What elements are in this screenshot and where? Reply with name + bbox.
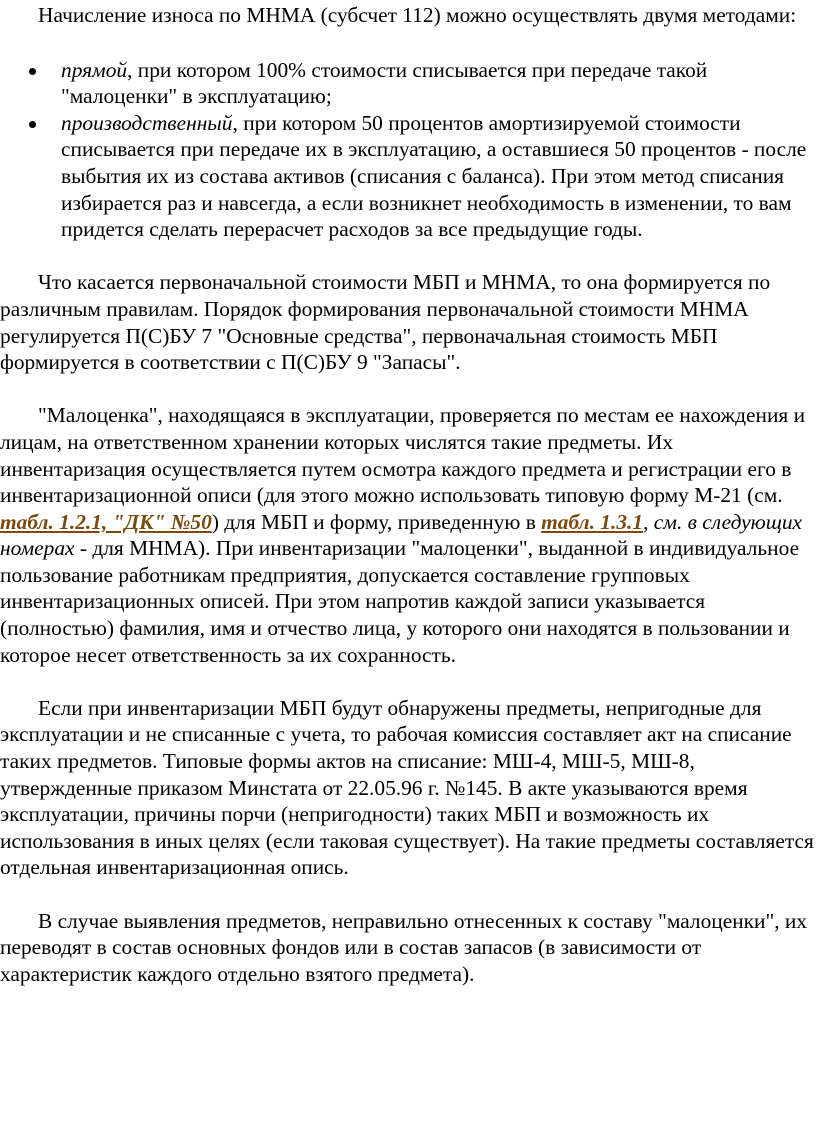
bullet-icon — [29, 68, 36, 75]
method-term: прямой — [61, 57, 128, 82]
inventory-text-2: ) для МБП и форму, приведенную в — [211, 509, 542, 534]
next-issues-note: см. в следующих номерах — [0, 509, 803, 561]
list-item — [61, 110, 816, 243]
table-1-2-1-link[interactable]: табл. 1.2.1, "ДК" №50 — [0, 509, 212, 534]
bullet-icon — [29, 121, 36, 128]
inventory-text-3: , — [643, 509, 654, 534]
table-1-3-1-link[interactable]: табл. 1.3.1 — [541, 509, 644, 534]
inventory-paragraph — [0, 402, 816, 668]
method-term: производственный — [61, 110, 233, 135]
method-description: , при котором 50 процентов амортизируемой стоимости списывается при передаче их в эксплуатацию, а оставшиеся 50 процентов - после выбытия их из состава активов (списания с баланса). При этом метод списания избирается раз и навсегда, а если возникнет необходимость в изменении, то вам придется сделать перерасчет расходов за все предыдущие годы. — [61, 110, 807, 242]
write-off-paragraph: Если при инвентаризации МБП будут обнаружены предметы, непригодные для эксплуатации и не списанные с учета, то рабочая комиссия составляет акт на списание таких предметов. Типовые формы актов на списание: МШ-4, МШ-5, МШ-8, утвержденные приказом Минстата от 22.05.96 г. №145. В акте указываются время эксплуатации, причины порчи (непригодности) таких МБП и возможность их использования в иных целях (если таковая существует). На такие предметы составляется отдельная инвентаризационная опись. — [0, 695, 814, 880]
intro-paragraph: Начисление износа по МНМА (субсчет 112) можно осуществлять двумя методами: — [38, 3, 797, 27]
inventory-text-4: - для МНМА). При инвентаризации "малоценки", выданной в индивидуальное пользование работникам предприятия, допускается составление групповых инвентаризационных описей. При этом напротив каждой записи указывается (полностью) фамилия, имя и отчество лица, у которого они находятся в пользовании и которое несет ответственность за их сохранность. — [0, 536, 800, 667]
list-item — [61, 57, 816, 110]
depreciation-methods-list — [0, 57, 816, 243]
reclassification-paragraph: В случае выявления предметов, неправильно отнесенных к составу "малоценки", их переводят в состав основных фондов или в состав запасов (в зависимости от характеристик каждого отдельно взятого предмета). — [0, 908, 808, 986]
method-description: , при котором 100% стоимости списывается при передаче такой "малоценки" в эксплуатацию; — [61, 57, 708, 109]
initial-cost-paragraph: Что касается первоначальной стоимости МБП и МНМА, то она формируется по различным правилам. Порядок формирования первоначальной стоимости МНМА регулируется П(С)БУ 7 "Основные средства", первоначальная стоимость МБП формируется в соответствии с П(С)БУ 9 "Запасы". — [0, 270, 771, 375]
inventory-text-1: "Малоценка", находящаяся в эксплуатации, проверяется по местам ее нахождения и лицам, на ответственном хранении которых числятся такие предметы. Их инвентаризация осуществляется путем осмотра каждого предмета и регистрации его в инвентаризационной описи (для этого можно использовать типовую форму М-21 (см. — [0, 403, 806, 508]
